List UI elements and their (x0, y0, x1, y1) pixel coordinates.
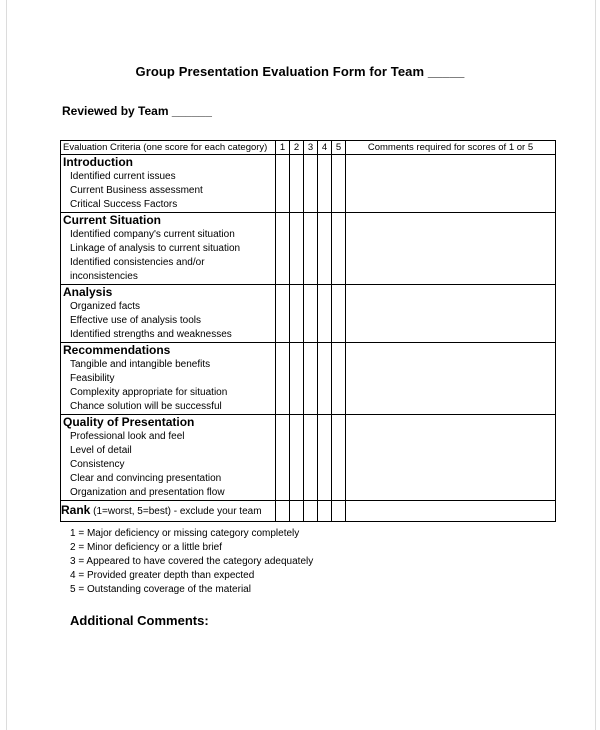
score-cell-1[interactable] (276, 415, 290, 501)
section-criteria-cell (61, 343, 276, 415)
criteria-item: Consistency (70, 459, 125, 470)
section-quality-of-presentation (61, 415, 556, 501)
score-header-2: 2 (290, 141, 304, 155)
rank-cell-2[interactable] (290, 501, 304, 522)
criteria-item: Tangible and intangible benefits (70, 359, 211, 370)
criteria-item: Clear and convincing presentation (70, 473, 222, 484)
score-cell-1[interactable] (276, 155, 290, 213)
section-heading: Quality of Presentation (63, 415, 195, 429)
rank-cell-1[interactable] (276, 501, 290, 522)
additional-comments-heading: Additional Comments: (70, 613, 209, 628)
criteria-item: Critical Success Factors (70, 199, 178, 210)
reviewed-by-label: Reviewed by Team ______ (62, 104, 212, 118)
criteria-item: Identified consistencies and/or inconsistencies (70, 257, 205, 282)
legend-item: 2 = Minor deficiency or a little brief (70, 542, 223, 553)
score-cell-1[interactable] (276, 213, 290, 285)
score-cell-4[interactable] (318, 343, 332, 415)
comments-cell[interactable] (346, 415, 556, 501)
score-cell-2[interactable] (290, 285, 304, 343)
score-cell-2[interactable] (290, 415, 304, 501)
form-title: Group Presentation Evaluation Form for Team _____ (135, 64, 465, 79)
rank-comments-cell[interactable] (346, 501, 556, 522)
score-cell-4[interactable] (318, 213, 332, 285)
score-cell-1[interactable] (276, 285, 290, 343)
rank-cell-3[interactable] (304, 501, 318, 522)
score-cell-4[interactable] (318, 285, 332, 343)
legend-item: 3 = Appeared to have covered the category adequately (70, 556, 314, 567)
criteria-item: Organization and presentation flow (70, 487, 225, 498)
section-criteria-cell (61, 415, 276, 501)
comments-header: Comments required for scores of 1 or 5 (346, 141, 556, 155)
score-cell-2[interactable] (290, 343, 304, 415)
rank-note: (1=worst, 5=best) - exclude your team (93, 506, 262, 517)
section-heading: Introduction (63, 155, 133, 169)
table-header-row (61, 141, 556, 155)
section-criteria-cell (61, 285, 276, 343)
score-cell-3[interactable] (304, 343, 318, 415)
score-header-1: 1 (276, 141, 290, 155)
score-cell-5[interactable] (332, 343, 346, 415)
rank-row (61, 501, 556, 522)
section-heading: Current Situation (63, 213, 161, 227)
criteria-header: Evaluation Criteria (one score for each category) (61, 141, 276, 155)
score-cell-4[interactable] (318, 155, 332, 213)
criteria-item: Organized facts (70, 301, 141, 312)
score-cell-1[interactable] (276, 343, 290, 415)
comments-cell[interactable] (346, 213, 556, 285)
criteria-item: Feasibility (70, 373, 115, 384)
score-cell-2[interactable] (290, 155, 304, 213)
criteria-item: Complexity appropriate for situation (70, 387, 228, 398)
section-heading: Analysis (63, 285, 113, 299)
section-current-situation (61, 213, 556, 285)
legend-item: 1 = Major deficiency or missing category completely (70, 528, 300, 539)
score-cell-5[interactable] (332, 213, 346, 285)
criteria-item: Linkage of analysis to current situation (70, 243, 241, 254)
rank-label-cell (61, 501, 276, 522)
comments-cell[interactable] (346, 155, 556, 213)
criteria-item: Current Business assessment (70, 185, 203, 196)
score-header-4: 4 (318, 141, 332, 155)
score-cell-2[interactable] (290, 213, 304, 285)
criteria-item: Professional look and feel (70, 431, 185, 442)
criteria-item: Identified current issues (70, 171, 176, 182)
criteria-item: Level of detail (70, 445, 132, 456)
rank-cell-4[interactable] (318, 501, 332, 522)
score-legend (70, 527, 313, 597)
section-heading: Recommendations (63, 343, 171, 357)
score-cell-5[interactable] (332, 415, 346, 501)
score-cell-3[interactable] (304, 285, 318, 343)
criteria-item: Identified strengths and weaknesses (70, 329, 232, 340)
score-header-3: 3 (304, 141, 318, 155)
legend-item: 4 = Provided greater depth than expected (70, 570, 255, 581)
score-header-5: 5 (332, 141, 346, 155)
score-cell-4[interactable] (318, 415, 332, 501)
section-recommendations (61, 343, 556, 415)
criteria-item: Effective use of analysis tools (70, 315, 201, 326)
section-introduction (61, 155, 556, 213)
rank-label: Rank (61, 503, 91, 517)
legend-item: 5 = Outstanding coverage of the material (70, 584, 251, 595)
comments-cell[interactable] (346, 343, 556, 415)
score-cell-3[interactable] (304, 213, 318, 285)
evaluation-table (60, 140, 556, 522)
comments-cell[interactable] (346, 285, 556, 343)
section-analysis (61, 285, 556, 343)
criteria-item: Chance solution will be successful (70, 401, 222, 412)
score-cell-3[interactable] (304, 415, 318, 501)
rank-cell-5[interactable] (332, 501, 346, 522)
section-criteria-cell (61, 213, 276, 285)
score-cell-5[interactable] (332, 285, 346, 343)
criteria-item: Identified company's current situation (70, 229, 235, 240)
score-cell-5[interactable] (332, 155, 346, 213)
section-criteria-cell (61, 155, 276, 213)
score-cell-3[interactable] (304, 155, 318, 213)
